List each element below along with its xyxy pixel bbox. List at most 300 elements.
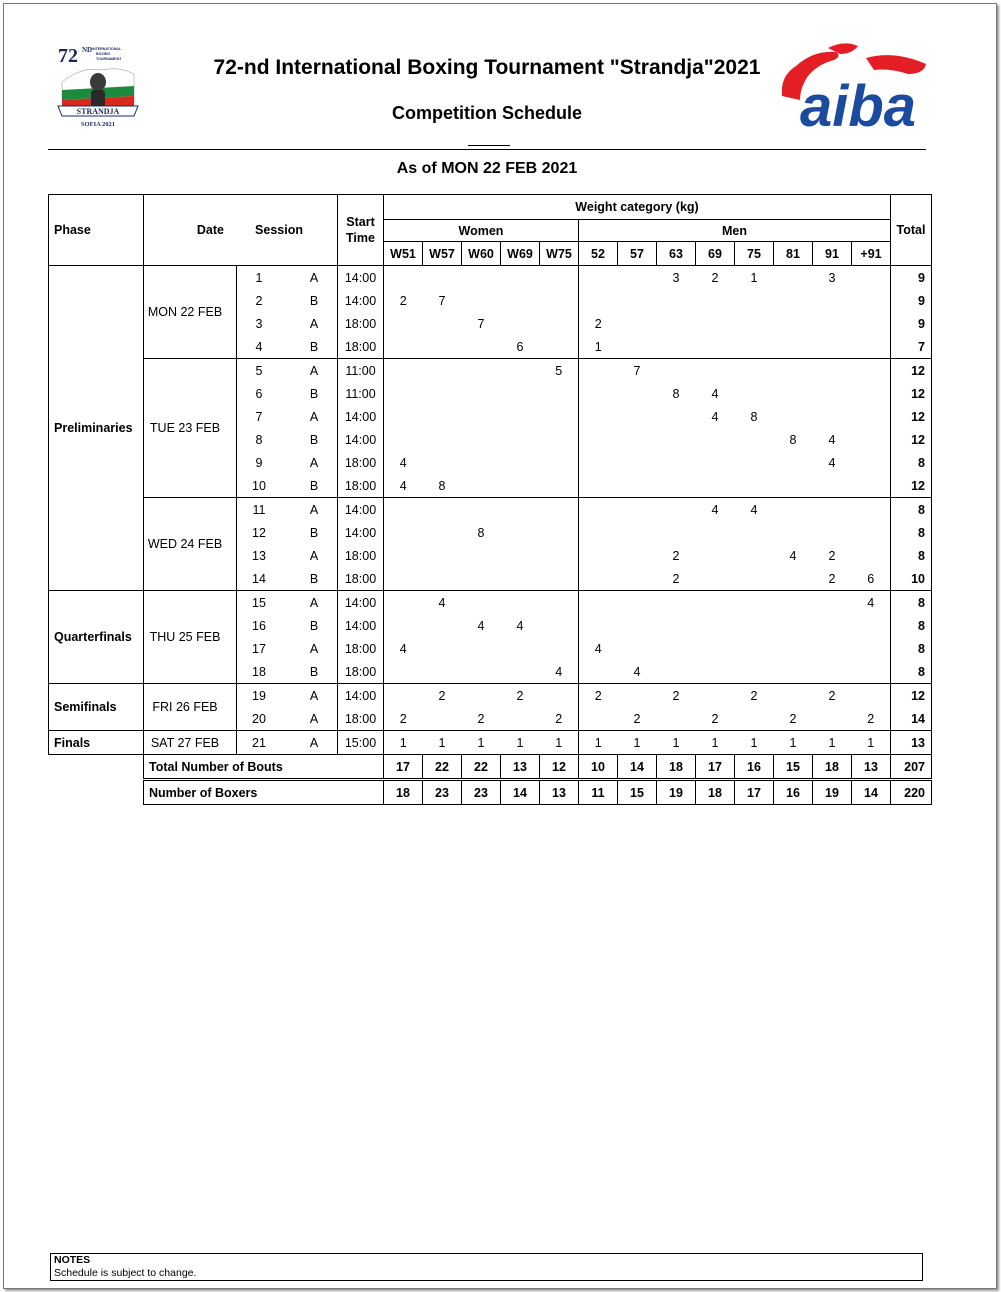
bout-count-cell — [462, 660, 501, 684]
bout-count-cell — [423, 428, 462, 451]
session-wrap — [237, 271, 337, 285]
schedule-row — [49, 359, 932, 383]
bout-count-cell — [735, 567, 774, 591]
bout-count-cell — [579, 382, 618, 405]
bout-count-cell — [852, 614, 891, 637]
session-group: A — [309, 711, 319, 726]
session-cell — [237, 382, 338, 405]
date-cell: FRI 26 FEB — [144, 684, 237, 731]
totals-cell: 18 — [384, 780, 423, 805]
bout-count-cell — [774, 335, 813, 359]
bout-count-cell — [462, 289, 501, 312]
bout-count-cell — [696, 451, 735, 474]
start-time-cell: 18:00 — [338, 637, 384, 660]
totals-cell: 10 — [579, 755, 618, 780]
session-group: B — [309, 293, 319, 308]
bout-count-cell: 2 — [540, 707, 579, 731]
bout-count-cell — [618, 591, 657, 615]
bout-count-cell — [462, 359, 501, 383]
session-number: 10 — [252, 478, 266, 493]
header-total: Total — [891, 195, 932, 266]
date-cell: TUE 23 FEB — [144, 359, 237, 498]
row-total-cell: 12 — [891, 359, 932, 383]
totals-cell: 12 — [540, 755, 579, 780]
totals-cell: 16 — [774, 780, 813, 805]
bout-count-cell — [813, 335, 852, 359]
bout-count-cell: 4 — [384, 474, 423, 498]
row-total-cell: 14 — [891, 707, 932, 731]
bout-count-cell — [423, 544, 462, 567]
bout-count-cell — [579, 498, 618, 522]
bout-count-cell: 4 — [867, 595, 875, 610]
bout-count-cell — [540, 451, 579, 474]
category-header: 75 — [735, 242, 774, 266]
totals-row — [49, 780, 932, 805]
totals-cell: 13 — [540, 780, 579, 805]
as-of-date: As of MON 22 FEB 2021 — [396, 160, 578, 177]
phase-cell: Finals — [49, 731, 144, 755]
bout-count-cell — [579, 474, 618, 498]
session-group: B — [309, 618, 319, 633]
bout-count-cell — [735, 474, 774, 498]
totals-cell: 19 — [813, 780, 852, 805]
row-total-cell: 9 — [891, 289, 932, 312]
header-rule — [48, 149, 926, 150]
bout-count-cell — [813, 498, 852, 522]
bout-count-cell — [540, 521, 579, 544]
bout-count-cell: 2 — [828, 688, 836, 703]
bout-count-cell: 2 — [594, 316, 602, 331]
bout-count-cell: 1 — [384, 731, 423, 755]
phase-cell: Semifinals — [49, 684, 144, 731]
start-time-cell: 18:00 — [338, 451, 384, 474]
bout-count-cell — [579, 591, 618, 615]
bout-count-cell — [852, 335, 891, 359]
bout-count-cell — [657, 359, 696, 383]
bout-count-cell — [696, 312, 735, 335]
bout-count-cell — [774, 266, 813, 290]
session-cell — [237, 614, 338, 637]
bout-count-cell — [852, 359, 891, 383]
bout-count-cell — [384, 498, 423, 522]
bout-count-cell — [540, 567, 579, 591]
session-wrap — [237, 665, 337, 679]
bout-count-cell — [774, 312, 813, 335]
bout-count-cell: 6 — [501, 335, 540, 359]
bout-count-cell: 2 — [594, 688, 602, 703]
totals-spacer — [49, 755, 144, 780]
bout-count-cell — [852, 405, 891, 428]
bout-count-cell — [618, 335, 657, 359]
bout-count-cell — [852, 684, 891, 708]
bout-count-cell: 1 — [813, 731, 852, 755]
bout-count-cell — [618, 684, 657, 708]
bout-count-cell — [735, 521, 774, 544]
bout-count-cell — [423, 359, 462, 383]
page-title: 72-nd International Boxing Tournament "Strandja"2021 — [213, 56, 761, 79]
bout-count-cell — [462, 451, 501, 474]
bout-count-cell — [774, 614, 813, 637]
bout-count-cell — [423, 312, 462, 335]
start-time-cell: 15:00 — [338, 731, 384, 755]
bout-count-cell — [735, 312, 774, 335]
bout-count-cell: 2 — [828, 548, 836, 563]
session-group: A — [309, 409, 319, 424]
session-wrap — [237, 364, 337, 378]
bout-count-cell — [579, 521, 618, 544]
totals-cell: 23 — [462, 780, 501, 805]
bout-count-cell — [657, 637, 696, 660]
totals-cell: 14 — [618, 755, 657, 780]
bout-count-cell — [696, 567, 735, 591]
bout-count-cell — [696, 359, 735, 383]
notes-box — [50, 1253, 923, 1281]
bout-count-cell — [423, 567, 462, 591]
bout-count-cell — [852, 289, 891, 312]
bout-count-cell: 6 — [852, 567, 891, 591]
row-total-cell: 7 — [891, 335, 932, 359]
schedule-table — [48, 194, 932, 805]
session-wrap — [237, 410, 337, 424]
bout-count-cell — [735, 707, 774, 731]
start-time-cell: 14:00 — [338, 614, 384, 637]
logo-line-2: BOXING — [96, 52, 111, 56]
session-group: A — [309, 735, 319, 750]
bout-count-cell — [501, 567, 540, 591]
bout-count-cell — [384, 567, 423, 591]
session-wrap — [237, 596, 337, 610]
session-number: 13 — [252, 548, 266, 563]
session-wrap — [237, 689, 337, 703]
aiba-text: aiba — [800, 74, 917, 132]
start-time-cell: 11:00 — [338, 359, 384, 383]
session-cell — [237, 731, 338, 755]
bout-count-cell — [540, 382, 579, 405]
bout-count-cell — [774, 567, 813, 591]
totals-cell: 18 — [657, 755, 696, 780]
totals-cell: 18 — [696, 780, 735, 805]
row-total-cell: 12 — [891, 405, 932, 428]
totals-cell: 23 — [423, 780, 462, 805]
bout-count-cell — [813, 382, 852, 405]
logo-city-text: SOFIA 2021 — [80, 121, 116, 128]
logo-nd-text: ND — [82, 46, 93, 54]
start-time-cell: 18:00 — [338, 474, 384, 498]
bout-count-cell — [462, 498, 501, 522]
bout-count-cell — [540, 289, 579, 312]
bout-count-cell: 1 — [540, 731, 579, 755]
bout-count-cell — [540, 637, 579, 660]
bout-count-cell: 4 — [789, 548, 797, 563]
totals-cell: 17 — [696, 755, 735, 780]
bout-count-cell — [696, 637, 735, 660]
row-total-cell: 12 — [891, 428, 932, 451]
bout-count-cell — [774, 521, 813, 544]
header-men: Men — [579, 220, 891, 242]
bout-count-cell — [579, 614, 618, 637]
bout-count-cell — [618, 312, 657, 335]
bout-count-cell: 2 — [399, 293, 407, 308]
bout-count-cell — [852, 266, 891, 290]
bout-count-cell: 2 — [462, 707, 501, 731]
bout-count-cell: 4 — [711, 502, 719, 517]
session-wrap — [237, 526, 337, 540]
session-group: A — [309, 595, 319, 610]
bout-count-cell: 1 — [735, 731, 774, 755]
session-wrap — [237, 479, 337, 493]
bout-count-cell — [501, 266, 540, 290]
bout-count-cell: 1 — [579, 731, 618, 755]
bout-count-cell — [696, 428, 735, 451]
totals-cell: 15 — [774, 755, 813, 780]
bout-count-cell — [813, 405, 852, 428]
bout-count-cell — [501, 312, 540, 335]
start-time-cell: 14:00 — [338, 591, 384, 615]
session-cell — [237, 567, 338, 591]
session-cell — [237, 707, 338, 731]
header-session-label: Session — [255, 223, 303, 237]
start-time-cell: 18:00 — [338, 660, 384, 684]
bout-count-cell: 2 — [813, 567, 852, 591]
row-total-cell: 8 — [891, 451, 932, 474]
bout-count-cell — [384, 428, 423, 451]
start-time-cell: 14:00 — [338, 266, 384, 290]
bout-count-cell: 1 — [774, 731, 813, 755]
grand-total-cell: 207 — [891, 755, 932, 780]
start-time-cell: 14:00 — [338, 521, 384, 544]
bout-count-cell — [501, 707, 540, 731]
session-wrap — [237, 549, 337, 563]
session-number: 4 — [255, 339, 263, 354]
bout-count-cell — [852, 428, 891, 451]
bout-count-cell — [618, 289, 657, 312]
schedule-row — [49, 684, 932, 708]
schedule-row — [49, 498, 932, 522]
session-number: 12 — [252, 525, 266, 540]
bout-count-cell: 2 — [657, 567, 696, 591]
bout-count-cell — [696, 684, 735, 708]
bout-count-cell — [774, 498, 813, 522]
bout-count-cell — [696, 474, 735, 498]
start-time-cell: 18:00 — [338, 312, 384, 335]
bout-count-cell — [384, 359, 423, 383]
bout-count-cell — [852, 382, 891, 405]
category-header: W69 — [501, 242, 540, 266]
session-wrap — [237, 712, 337, 726]
bout-count-cell — [462, 544, 501, 567]
bout-count-cell: 4 — [750, 502, 758, 517]
bout-count-cell: 4 — [594, 641, 602, 656]
bout-count-cell: 1 — [579, 335, 618, 359]
session-cell — [237, 335, 338, 359]
session-wrap — [237, 503, 337, 517]
bout-count-cell — [540, 405, 579, 428]
totals-cell: 17 — [384, 755, 423, 780]
bout-count-cell — [579, 567, 618, 591]
bout-count-cell — [540, 498, 579, 522]
session-wrap — [237, 736, 337, 750]
row-total-cell: 12 — [891, 684, 932, 708]
bout-count-cell: 2 — [618, 707, 657, 731]
bout-count-cell — [423, 382, 462, 405]
bout-count-cell — [735, 359, 774, 383]
bout-count-cell — [501, 637, 540, 660]
totals-cell: 13 — [852, 755, 891, 780]
start-time-cell: 14:00 — [338, 405, 384, 428]
bout-count-cell: 1 — [462, 731, 501, 755]
header-date-wrap — [144, 223, 337, 237]
date-cell: WED 24 FEB — [144, 498, 237, 591]
bout-count-cell — [813, 359, 852, 383]
row-total-cell: 8 — [891, 498, 932, 522]
row-total-cell: 8 — [891, 614, 932, 637]
session-group: B — [309, 432, 319, 447]
bout-count-cell — [423, 266, 462, 290]
bout-count-cell — [618, 637, 657, 660]
logo-banner-text: STRANDJA — [76, 107, 120, 116]
session-cell — [237, 474, 338, 498]
category-header: 52 — [579, 242, 618, 266]
bout-count-cell — [384, 335, 423, 359]
logo-72-text: 72 — [58, 45, 78, 67]
schedule-row — [49, 591, 932, 615]
bout-count-cell — [618, 382, 657, 405]
bout-count-cell — [501, 405, 540, 428]
bout-count-cell — [579, 451, 618, 474]
bout-count-cell — [618, 405, 657, 428]
bout-count-cell — [696, 660, 735, 684]
bout-count-cell — [423, 521, 462, 544]
schedule-row — [49, 266, 932, 290]
bout-count-cell — [735, 591, 774, 615]
bout-count-cell — [618, 521, 657, 544]
category-header: 63 — [657, 242, 696, 266]
category-header: W60 — [462, 242, 501, 266]
bout-count-cell: 4 — [711, 409, 719, 424]
row-total-cell: 8 — [891, 660, 932, 684]
bout-count-cell — [852, 451, 891, 474]
bout-count-cell — [579, 660, 618, 684]
bout-count-cell — [618, 266, 657, 290]
session-group: A — [309, 548, 319, 563]
bout-count-cell — [579, 707, 618, 731]
bout-count-cell: 7 — [477, 316, 485, 331]
row-total-cell: 10 — [891, 567, 932, 591]
logo-line-3: TOURNAMENT — [96, 57, 122, 61]
bout-count-cell — [501, 289, 540, 312]
bout-count-cell: 7 — [633, 363, 641, 378]
bout-count-cell: 2 — [438, 688, 446, 703]
bout-count-cell — [735, 289, 774, 312]
category-header: W57 — [423, 242, 462, 266]
session-group: B — [309, 386, 319, 401]
bout-count-cell — [696, 335, 735, 359]
start-time-cell: 14:00 — [338, 289, 384, 312]
start-time-cell: 14:00 — [338, 684, 384, 708]
row-total-cell: 13 — [891, 731, 932, 755]
bout-count-cell — [462, 428, 501, 451]
row-total-cell: 8 — [891, 544, 932, 567]
bout-count-cell — [774, 684, 813, 708]
session-number: 8 — [255, 432, 263, 447]
bout-count-cell — [852, 498, 891, 522]
bout-count-cell — [579, 266, 618, 290]
bout-count-cell — [813, 521, 852, 544]
bout-count-cell — [384, 266, 423, 290]
category-header: +91 — [852, 242, 891, 266]
bout-count-cell — [657, 312, 696, 335]
bout-count-cell: 8 — [672, 386, 680, 401]
notes-text: Schedule is subject to change. — [54, 1267, 197, 1279]
bout-count-cell — [501, 544, 540, 567]
session-cell — [237, 312, 338, 335]
phase-cell: Preliminaries — [49, 266, 144, 591]
bout-count-cell — [735, 451, 774, 474]
bout-count-cell: 1 — [423, 731, 462, 755]
bout-count-cell — [696, 614, 735, 637]
bout-count-cell — [735, 428, 774, 451]
bout-count-cell — [462, 335, 501, 359]
bout-count-cell: 4 — [399, 641, 407, 656]
bout-count-cell: 4 — [399, 455, 407, 470]
totals-cell: 14 — [852, 780, 891, 805]
totals-label: Number of Boxers — [144, 780, 384, 805]
bout-count-cell: 4 — [540, 660, 579, 684]
schedule-row — [49, 731, 932, 755]
bout-count-cell — [813, 707, 852, 731]
bout-count-cell — [501, 474, 540, 498]
bout-count-cell — [540, 266, 579, 290]
bout-count-cell: 2 — [696, 707, 735, 731]
bout-count-cell — [852, 521, 891, 544]
session-wrap — [237, 340, 337, 354]
totals-cell: 19 — [657, 780, 696, 805]
bout-count-cell — [657, 591, 696, 615]
bout-count-cell: 8 — [789, 432, 797, 447]
bout-count-cell: 4 — [828, 455, 836, 470]
session-wrap — [237, 387, 337, 401]
bout-count-cell — [423, 405, 462, 428]
bout-count-cell — [657, 451, 696, 474]
bout-count-cell — [423, 707, 462, 731]
header-start-time: Start Time — [338, 195, 384, 266]
start-time-cell: 14:00 — [338, 498, 384, 522]
bout-count-cell — [501, 498, 540, 522]
session-group: A — [309, 502, 319, 517]
bout-count-cell — [540, 312, 579, 335]
header-phase: Phase — [49, 195, 144, 266]
session-group: B — [309, 664, 319, 679]
session-cell — [237, 684, 338, 708]
bout-count-cell: 4 — [477, 618, 485, 633]
session-cell — [237, 451, 338, 474]
bout-count-cell — [501, 382, 540, 405]
bout-count-cell: 2 — [516, 688, 524, 703]
logo-line-1: INTERNATIONAL — [92, 47, 122, 51]
bout-count-cell: 4 — [711, 386, 719, 401]
bout-count-cell — [501, 359, 540, 383]
session-wrap — [237, 317, 337, 331]
session-cell — [237, 637, 338, 660]
bout-count-cell — [384, 684, 423, 708]
category-header: W75 — [540, 242, 579, 266]
row-total-cell: 12 — [891, 474, 932, 498]
bout-count-cell: 4 — [618, 660, 657, 684]
bout-count-cell — [540, 428, 579, 451]
row-total-cell: 12 — [891, 382, 932, 405]
bout-count-cell — [774, 359, 813, 383]
bout-count-cell — [657, 614, 696, 637]
